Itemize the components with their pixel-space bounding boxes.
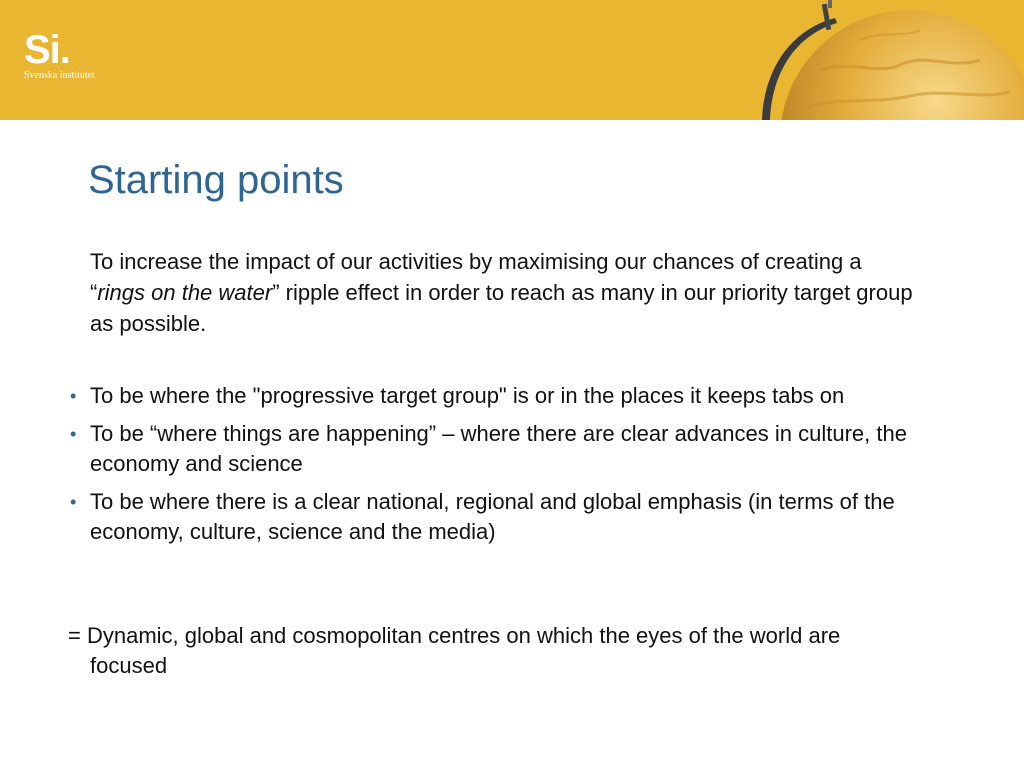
bullet-item (70, 419, 920, 479)
intro-paragraph (90, 246, 920, 339)
globe-icon (740, 0, 1024, 120)
intro-text-after: ” ripple effect in order to reach as many in our priority target group as possible. (90, 280, 913, 336)
bullet-list (70, 381, 920, 555)
intro-emphasis: rings on the water (97, 280, 273, 305)
bullet-text: To be where there is a clear national, regional and global emphasis (in terms of the economy, culture, science and the media) (90, 489, 895, 544)
bullet-text: To be “where things are happening” – where there are clear advances in culture, the economy and science (90, 421, 907, 476)
bullet-marker: • (70, 492, 77, 512)
bullet-item (70, 381, 920, 411)
logo-mark: Si. (24, 28, 70, 72)
bullet-marker: • (70, 424, 77, 444)
intro-text-before: To increase the impact of our activities by maximising our chances of creating a “ (90, 249, 862, 305)
header-banner (0, 0, 1024, 120)
bullet-item (70, 487, 920, 547)
logo-subtitle: Svenska institutet (24, 70, 95, 81)
si-logo (24, 30, 95, 81)
bullet-text: To be where the "progressive target group" is or in the places it keeps tabs on (90, 383, 845, 408)
bullet-marker: • (70, 386, 77, 406)
summary-statement: = Dynamic, global and cosmopolitan centres on which the eyes of the world are focused (68, 623, 841, 678)
slide-title: Starting points (88, 158, 344, 202)
